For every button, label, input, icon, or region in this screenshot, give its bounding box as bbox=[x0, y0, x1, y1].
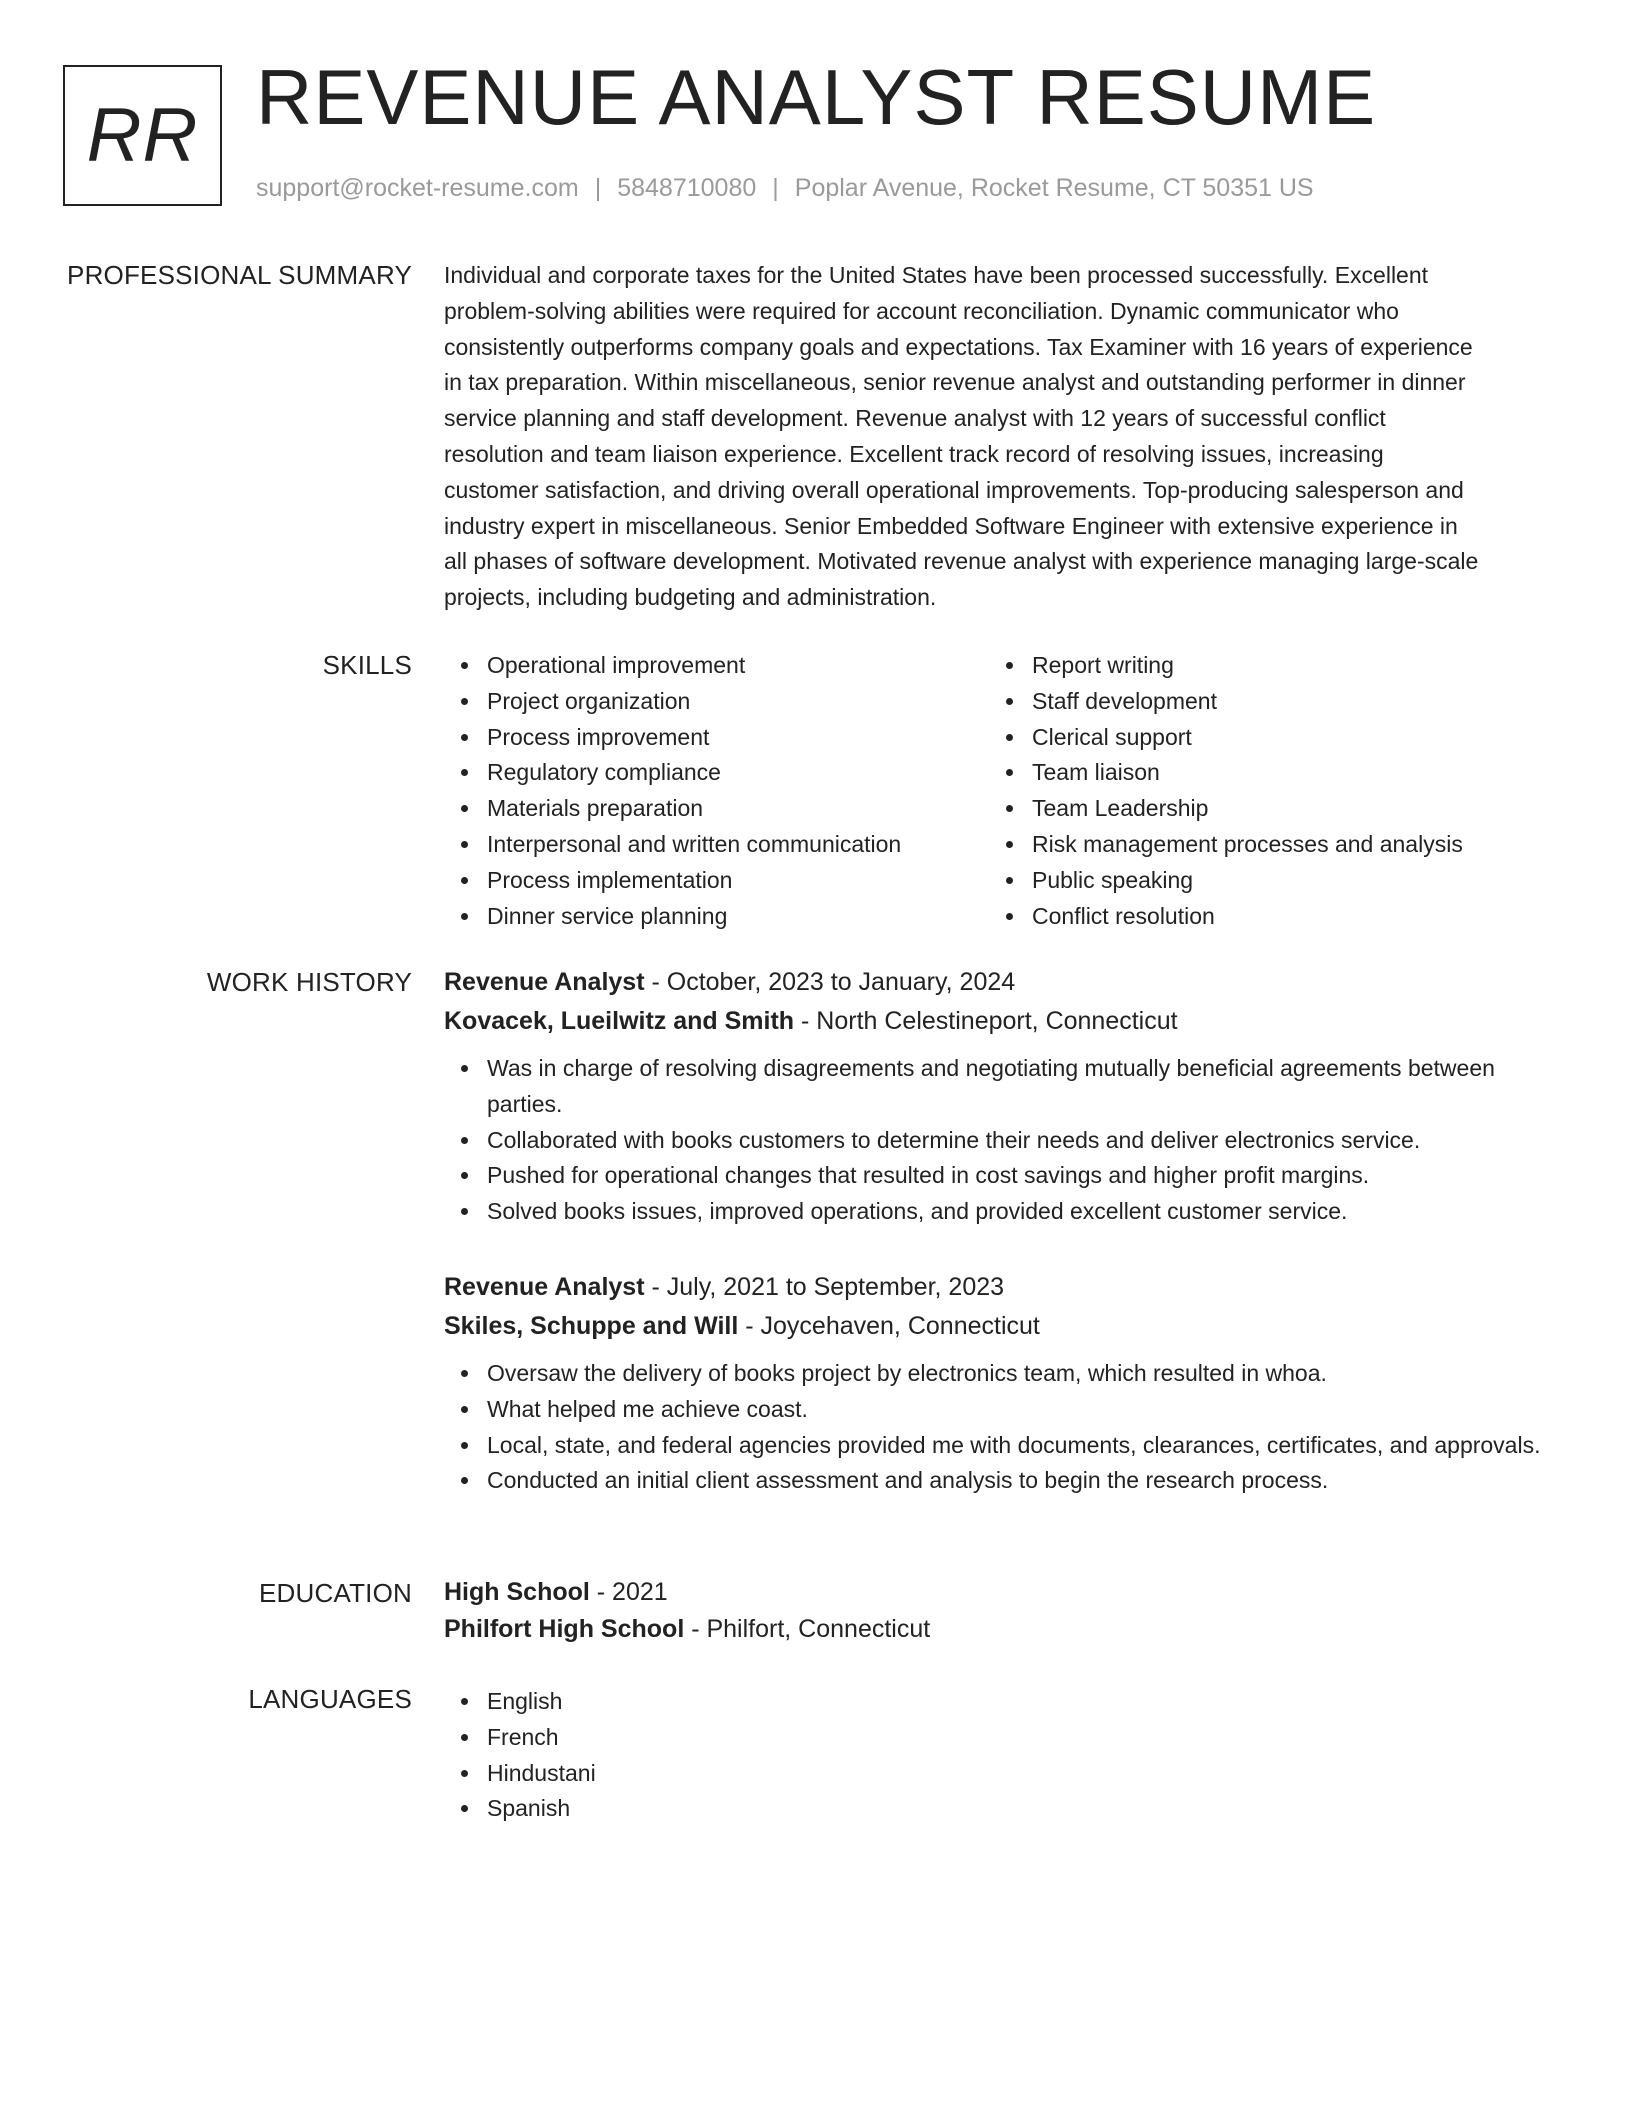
list-item: Interpersonal and written communication bbox=[444, 827, 989, 863]
list-item: Regulatory compliance bbox=[444, 755, 989, 791]
list-item: Team Leadership bbox=[989, 791, 1534, 827]
summary-line: projects, including budgeting and administration. bbox=[444, 584, 937, 611]
summary-line: in tax preparation. Within miscellaneous, senior revenue analyst and outstanding performer in dinner bbox=[444, 369, 1466, 396]
list-item: Materials preparation bbox=[444, 791, 989, 827]
education-degree: High School bbox=[444, 1578, 590, 1606]
section-heading: LANGUAGES bbox=[248, 1684, 412, 1714]
education-school: Philfort High School bbox=[444, 1615, 685, 1643]
job-title: Revenue Analyst bbox=[444, 968, 645, 996]
contact-separator: | bbox=[772, 174, 779, 202]
summary-line: industry expert in miscellaneous. Senior Embedded Software Engineer with extensive experience in bbox=[444, 512, 1458, 539]
list-item: Pushed for operational changes that resulted in cost savings and higher profit margins. bbox=[444, 1158, 1556, 1194]
job-dates: - October, 2023 to January, 2024 bbox=[644, 968, 1016, 996]
job-location: - Joycehaven, Connecticut bbox=[738, 1312, 1040, 1340]
job-title: Revenue Analyst bbox=[444, 1273, 645, 1301]
job-company: Kovacek, Lueilwitz and Smith bbox=[444, 1007, 795, 1035]
list-item: Operational improvement bbox=[444, 648, 989, 684]
list-item: Collaborated with books customers to determine their needs and deliver electronics service. bbox=[444, 1123, 1556, 1159]
list-item: Process improvement bbox=[444, 720, 989, 756]
list-item: Staff development bbox=[989, 684, 1534, 720]
list-item: Team liaison bbox=[989, 755, 1534, 791]
skills-column-left bbox=[444, 648, 989, 934]
education-degree-line bbox=[444, 1574, 1556, 1611]
list-item: Risk management processes and analysis bbox=[989, 827, 1534, 863]
list-item: English bbox=[444, 1684, 1556, 1720]
summary-line: consistently outperforms company goals and expectations. Tax Examiner with 16 years of experience bbox=[444, 333, 1473, 360]
contact-address: Poplar Avenue, Rocket Resume, CT 50351 US bbox=[794, 174, 1314, 202]
monogram-initials: RR bbox=[86, 93, 199, 178]
contact-email[interactable]: support@rocket-resume.com bbox=[256, 174, 579, 202]
list-item: Public speaking bbox=[989, 863, 1534, 899]
education-location: - Philfort, Connecticut bbox=[684, 1615, 931, 1643]
job-bullets bbox=[444, 1356, 1556, 1499]
list-item: French bbox=[444, 1720, 1556, 1756]
list-item: Process implementation bbox=[444, 863, 989, 899]
list-item: Spanish bbox=[444, 1791, 1556, 1827]
skills-column-right bbox=[989, 648, 1534, 934]
list-item: What helped me achieve coast. bbox=[444, 1392, 1556, 1428]
skills-list bbox=[444, 648, 1556, 934]
contact-separator: | bbox=[594, 174, 602, 202]
job-bullets bbox=[444, 1051, 1556, 1230]
list-item: Project organization bbox=[444, 684, 989, 720]
list-item: Oversaw the delivery of books project by electronics team, which resulted in whoa. bbox=[444, 1356, 1556, 1392]
job-company-line bbox=[444, 1002, 1556, 1041]
list-item: Was in charge of resolving disagreements and negotiating mutually beneficial agreements between parties. bbox=[444, 1051, 1556, 1123]
section-heading: WORK HISTORY bbox=[206, 967, 412, 997]
list-item: Clerical support bbox=[989, 720, 1534, 756]
languages-list bbox=[444, 1684, 1556, 1827]
education-entry bbox=[444, 1574, 1556, 1648]
list-item: Hindustani bbox=[444, 1756, 1556, 1792]
job-entry bbox=[444, 1268, 1556, 1499]
list-item: Report writing bbox=[989, 648, 1534, 684]
list-item: Dinner service planning bbox=[444, 899, 989, 935]
summary-line: customer satisfaction, and driving overall operational improvements. Top-producing salesperson and bbox=[444, 476, 1464, 503]
job-title-line bbox=[444, 1268, 1556, 1307]
job-title-line bbox=[444, 963, 1556, 1002]
summary-text bbox=[444, 258, 1556, 616]
section-heading: EDUCATION bbox=[259, 1578, 412, 1608]
summary-line: resolution and team liaison experience. Excellent track record of resolving issues, increasing bbox=[444, 440, 1384, 467]
job-entry bbox=[444, 963, 1556, 1230]
resume-title: REVENUE ANALYST RESUME bbox=[256, 53, 1377, 141]
section-heading: SKILLS bbox=[322, 650, 412, 680]
list-item: Solved books issues, improved operations, and provided excellent customer service. bbox=[444, 1194, 1556, 1230]
summary-line: Individual and corporate taxes for the United States have been processed successfully. Excellent bbox=[444, 262, 1429, 288]
summary-line: problem-solving abilities were required for account reconciliation. Dynamic communicator who bbox=[444, 297, 1399, 324]
list-item: Conducted an initial client assessment and analysis to begin the research process. bbox=[444, 1463, 1556, 1499]
contact-line bbox=[256, 174, 1314, 203]
job-location: - North Celestineport, Connecticut bbox=[794, 1007, 1178, 1035]
education-year: - 2021 bbox=[589, 1578, 668, 1606]
contact-phone[interactable]: 5848710080 bbox=[617, 174, 757, 202]
section-heading: PROFESSIONAL SUMMARY bbox=[67, 260, 412, 290]
monogram-badge bbox=[63, 65, 222, 206]
summary-line: all phases of software development. Motivated revenue analyst with experience managing large-scale bbox=[444, 548, 1479, 575]
list-item: Conflict resolution bbox=[989, 899, 1534, 935]
job-dates: - July, 2021 to September, 2023 bbox=[644, 1273, 1005, 1301]
job-company-line bbox=[444, 1307, 1556, 1346]
education-school-line bbox=[444, 1611, 1556, 1648]
summary-line: service planning and staff development. Revenue analyst with 12 years of successful conflict bbox=[444, 405, 1386, 432]
list-item: Local, state, and federal agencies provided me with documents, clearances, certificates, and approvals. bbox=[444, 1428, 1556, 1464]
job-company: Skiles, Schuppe and Will bbox=[444, 1312, 739, 1340]
